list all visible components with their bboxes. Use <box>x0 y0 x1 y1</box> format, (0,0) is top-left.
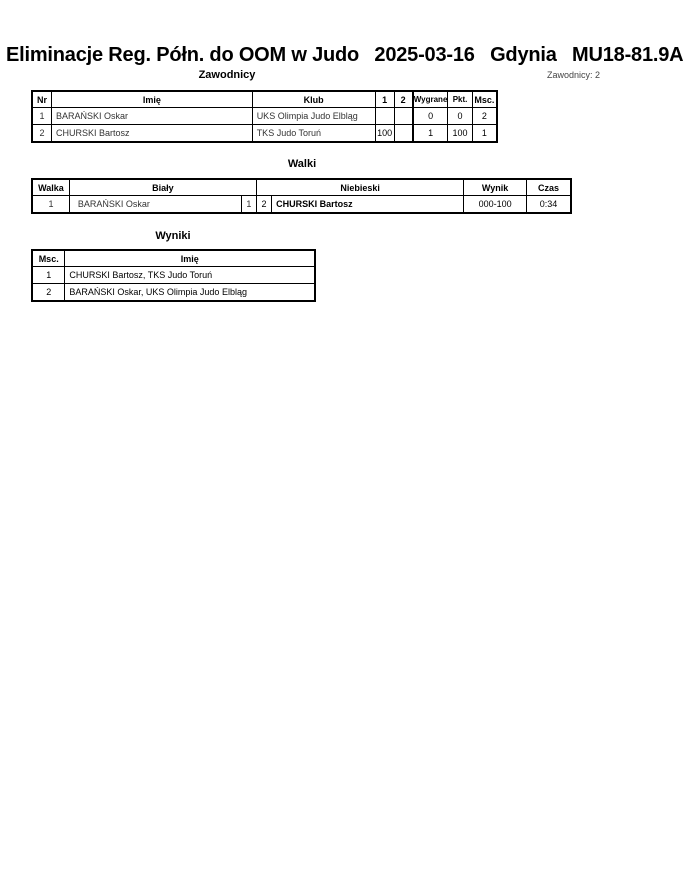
table-row <box>32 284 315 302</box>
col-result-name: Imię <box>65 250 315 267</box>
competitor-club: UKS Olimpia Judo Elbląg <box>252 108 375 125</box>
result-place: 2 <box>32 284 65 302</box>
page-title <box>6 44 684 67</box>
table-row <box>32 108 497 125</box>
col-white: Biały <box>69 179 256 196</box>
col-blue: Niebieski <box>256 179 463 196</box>
col-round-2: 2 <box>394 91 413 108</box>
table-row <box>32 267 315 284</box>
result-name: BARAŃSKI Oskar, UKS Olimpia Judo Elbląg <box>65 284 315 302</box>
fight-number: 1 <box>32 196 69 214</box>
competitor-round-1: 100 <box>375 125 394 143</box>
event-date: 2025-03-16 <box>374 44 475 66</box>
competitor-points: 0 <box>448 108 472 125</box>
competitors-table <box>31 90 498 143</box>
fight-time: 0:34 <box>526 196 571 214</box>
results-header-row <box>32 250 315 267</box>
table-row <box>32 196 571 214</box>
event-name: Eliminacje Reg. Półn. do OOM w Judo <box>6 44 360 66</box>
competitor-wins: 1 <box>413 125 448 143</box>
table-row <box>32 125 497 143</box>
fight-white-nr: 1 <box>241 196 256 214</box>
col-nr: Nr <box>32 91 52 108</box>
competitors-header-row <box>32 91 497 108</box>
col-wins: Wygrane <box>413 91 448 108</box>
competitor-wins: 0 <box>413 108 448 125</box>
results-table <box>31 249 316 302</box>
competitor-name: BARAŃSKI Oskar <box>52 108 253 125</box>
competitor-place: 2 <box>472 108 497 125</box>
competitor-club: TKS Judo Toruń <box>252 125 375 143</box>
col-club: Klub <box>252 91 375 108</box>
competitor-nr: 1 <box>32 108 52 125</box>
fight-blue-nr: 2 <box>256 196 271 214</box>
competitor-round-2 <box>394 125 413 143</box>
competitors-count: Zawodnicy: 2 <box>546 70 600 80</box>
result-place: 1 <box>32 267 65 284</box>
col-round-1: 1 <box>375 91 394 108</box>
competitor-nr: 2 <box>32 125 52 143</box>
competitor-name: CHURSKI Bartosz <box>52 125 253 143</box>
competitor-place: 1 <box>472 125 497 143</box>
col-place: Msc. <box>472 91 497 108</box>
col-score: Wynik <box>464 179 527 196</box>
col-fight: Walka <box>32 179 69 196</box>
col-result-place: Msc. <box>32 250 65 267</box>
fight-score: 000-100 <box>464 196 527 214</box>
fight-blue-name: CHURSKI Bartosz <box>272 196 464 214</box>
result-name: CHURSKI Bartosz, TKS Judo Toruń <box>65 267 315 284</box>
fights-header-row <box>32 179 571 196</box>
col-points: Pkt. <box>448 91 472 108</box>
col-time: Czas <box>526 179 571 196</box>
event-city: Gdynia <box>490 44 557 66</box>
fights-heading: Walki <box>287 158 317 170</box>
fight-white-name: BARAŃSKI Oskar <box>69 196 241 214</box>
fights-table <box>31 178 572 214</box>
col-name: Imię <box>52 91 253 108</box>
weight-category: MU18-81.9A <box>572 44 684 66</box>
competitors-heading: Zawodnicy <box>198 69 256 81</box>
competitor-round-1 <box>375 108 394 125</box>
results-heading: Wyniki <box>155 230 191 242</box>
competitor-points: 100 <box>448 125 472 143</box>
competitor-round-2 <box>394 108 413 125</box>
